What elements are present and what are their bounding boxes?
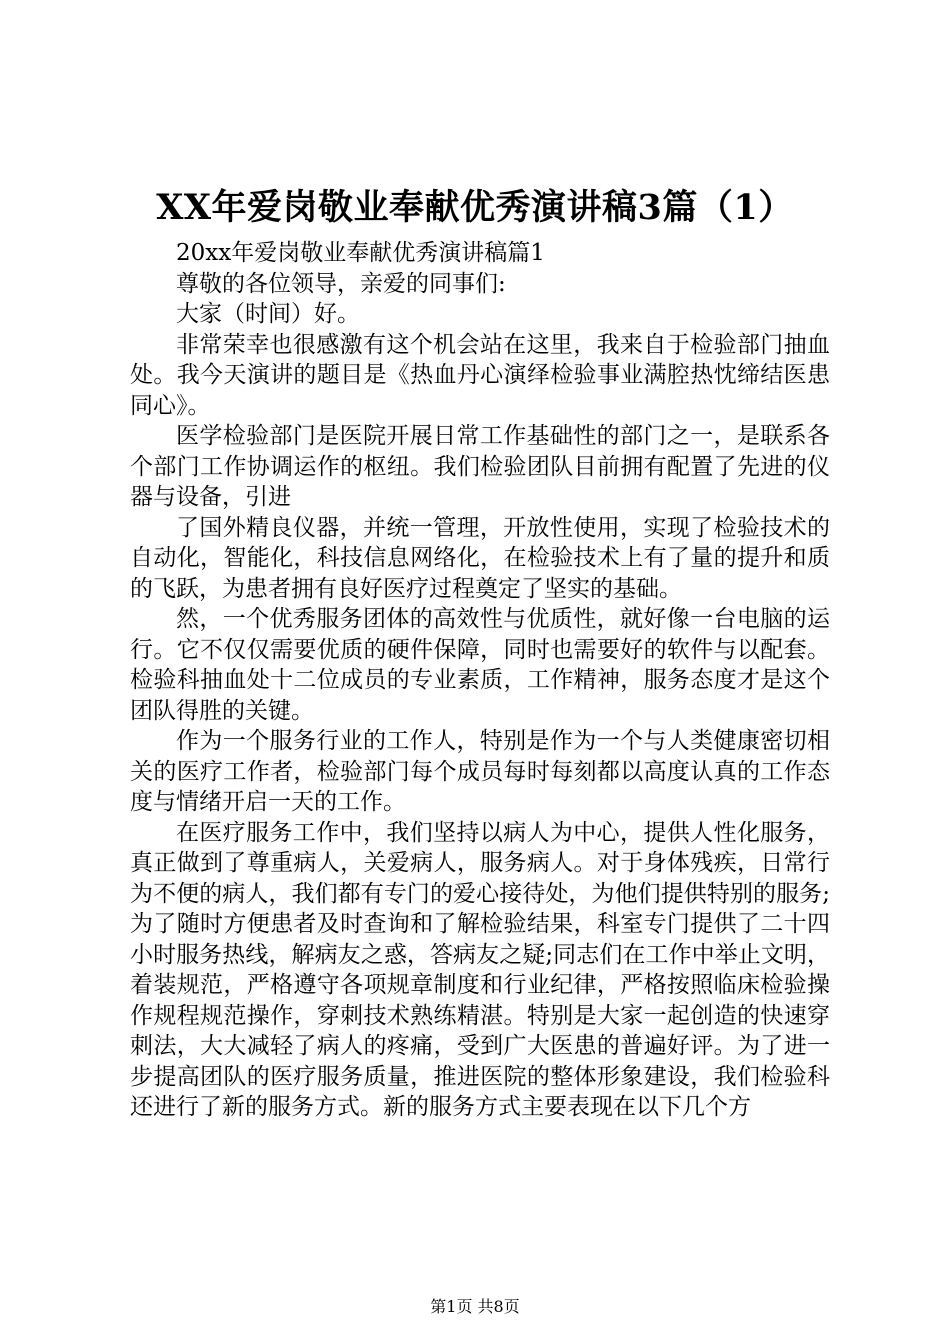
paragraph: 医学检验部门是医院开展日常工作基础性的部门之一，是联系各个部门工作协调运作的枢纽。我们检验团队目前拥有配置了先进的仪器与设备，引进 — [130, 423, 830, 510]
paragraph: 非常荣幸也很感激有这个机会站在这里，我来自于检验部门抽血处。我今天演讲的题目是《热血丹心演绎检验事业满腔热忱缔结医患同心》。 — [130, 331, 830, 419]
paragraph: 然，一个优秀服务团体的高效性与优质性，就好像一台电脑的运行。它不仅仅需要优质的硬件保障，同时也需要好的软件与以配套。检验科抽血处十二位成员的专业素质，工作精神，服务态度才是这个团队得胜的关键。 — [130, 606, 830, 724]
paragraph: 作为一个服务行业的工作人，特别是作为一个与人类健康密切相关的医疗工作者，检验部门每个成员每时每刻都以高度认真的工作态度与情绪开启一天的工作。 — [130, 728, 830, 815]
document-body — [130, 238, 830, 1123]
document-title: XX年爱岗敬业奉献优秀演讲稿3篇（1） — [156, 187, 794, 228]
paragraph: 了国外精良仪器，并统一管理，开放性使用，实现了检验技术的自动化，智能化，科技信息网络化，在检验技术上有了量的提升和质的飞跃，为患者拥有良好医疗过程奠定了坚实的基础。 — [130, 514, 830, 602]
paragraph-salutation: 尊敬的各位领导，亲爱的同事们: — [176, 270, 506, 297]
page-number-footer: 第1页 共8页 — [430, 1297, 520, 1316]
paragraph: 在医疗服务工作中，我们坚持以病人为中心，提供人性化服务，真正做到了尊重病人，关爱病人，服务病人。对于身体残疾，日常行为不便的病人，我们都有专门的爱心接待处，为他们提供特别的服务;为了随时方便患者及时查询和了解检验结果，科室专门提供了二十四小时服务热线，解病友之惑，答病友之疑;同志们在工作中举止文明，着装规范，严格遵守各项规章制度和行业纪律，严格按照临床检验操作规程规范操作，穿刺技术熟练精湛。特别是大家一起创造的快速穿刺法，大大减轻了病人的疼痛，受到广大医患的普遍好评。为了进一步提高团队的医疗服务质量，推进医院的整体形象建设，我们检验科还进行了新的服务方式。新的服务方式主要表现在以下几个方 — [130, 819, 830, 1120]
paragraph-subtitle: 20xx年爱岗敬业奉献优秀演讲稿篇1 — [176, 240, 545, 266]
paragraph-greeting: 大家（时间）好。 — [176, 301, 360, 327]
